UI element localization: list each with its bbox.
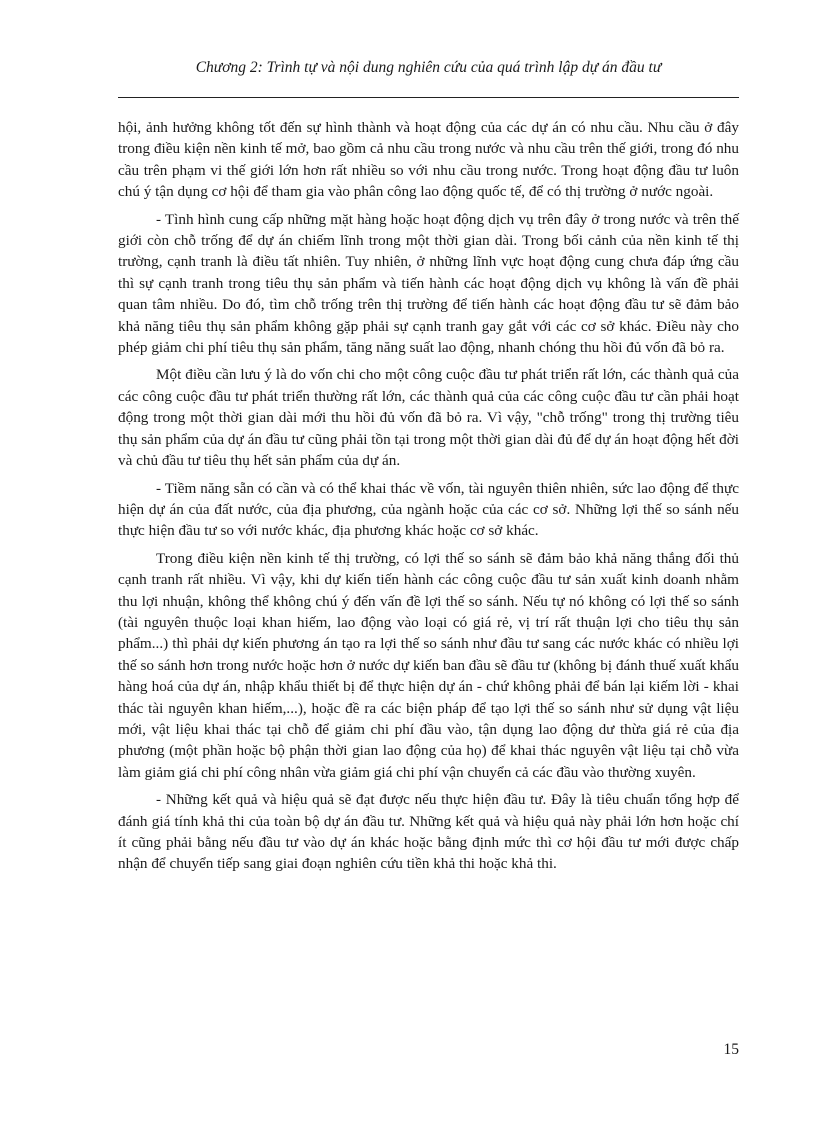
paragraph: - Tình hình cung cấp những mặt hàng hoặc hoạt động dịch vụ trên đây ở trong nước và trên thế giới còn chỗ trống để dự án chiếm lĩnh trong một thời gian dài. Trong bối cảnh của nền kinh tế thị trường, cạnh tranh là điều tất nhiên. Tuy nhiên, ở những lĩnh vực hoạt động cung chưa đáp ứng cầu thì sự cạnh tranh trong tiêu thụ sản phẩm và tiến hành các hoạt động dịch vụ không là vấn đề phải quan tâm nhiều. Do đó, tìm chỗ trống trên thị trường để tiến hành các hoạt động đầu tư sẽ đảm bảo khả năng tiêu thụ sản phẩm không gặp phải sự cạnh tranh gay gắt với các cơ sở khác. Điều này cho phép giảm chi phí tiêu thụ sản phẩm, tăng năng suất lao động, nhanh chóng thu hồi đủ vốn đã bỏ ra. — [118, 210, 739, 357]
paragraph: - Những kết quả và hiệu quả sẽ đạt được nếu thực hiện đầu tư. Đây là tiêu chuẩn tổng hợp để đánh giá tính khả thi của toàn bộ dự án đầu tư. Những kết quả và hiệu quả này phải lớn hơn hoặc chí ít cũng phải bằng nếu đầu tư vào dự án khác hoặc bằng định mức thì cơ hội đầu tư mới được chấp nhận để chuyển tiếp sang giai đoạn nghiên cứu tiền khả thi hoặc khả thi. — [118, 791, 739, 873]
page-number: 15 — [723, 1041, 739, 1058]
page-body — [118, 117, 739, 881]
paragraph: hội, ảnh hưởng không tốt đến sự hình thành và hoạt động của các dự án có nhu cầu. Nhu cầu ở đây trong điều kiện nền kinh tế mở, bao gồm cả nhu cầu trong nước và nhu cầu trên thế giới, trong đó nhu cầu trên phạm vi thế giới lớn hơn rất nhiều so với nhu cầu trong nước. Trong hoạt động đầu tư luôn chú ý tận dụng cơ hội để tham gia vào phân công lao động quốc tế, để có thị trường ở nước ngoài. — [118, 119, 739, 201]
header-divider — [118, 97, 739, 98]
running-header: Chương 2: Trình tự và nội dung nghiên cứu của quá trình lập dự án đầu tư — [195, 59, 662, 76]
paragraph: - Tiềm năng sẵn có cần và có thể khai thác về vốn, tài nguyên thiên nhiên, sức lao động để thực hiện dự án của đất nước, của địa phương, của ngành hoặc của các cơ sở. Những lợi thế so sánh nếu thực hiện đầu tư so với nước khác, địa phương khác hoặc cơ sở khác. — [118, 479, 739, 540]
paragraph: Trong điều kiện nền kinh tế thị trường, có lợi thế so sánh sẽ đảm bảo khả năng thắng đối thủ cạnh tranh rất nhiều. Vì vậy, khi dự kiến tiến hành các công cuộc đầu tư sản xuất kinh doanh nhằm thu lợi nhuận, không thể không chú ý đến vấn đề lợi thế so sánh. Nếu tự nó không có lợi thế so sánh (tài nguyên thuộc loại khan hiếm, lao động vào loại có giá rẻ, vị trí rất thuận lợi cho tiêu thụ sản phẩm...) thì phải dự kiến phương án tạo ra lợi thế so sánh như đầu tư sang các nước khác có nhiều lợi thế so sánh hơn trong nước hoặc hơn ở nước dự kiến ban đầu sẽ đầu tư (không bị đánh thuế xuất khẩu hàng hoá của dự án, nhập khẩu thiết bị để thực hiện dự án - chứ không phải để bán lại kiếm lời - khai thác tài nguyên khan hiếm,...), hoặc đề ra các biện pháp để tạo lợi thế so sánh như sử dụng vật liệu mới, vật liệu khai thác tại chỗ để giảm chi phí đầu vào, tận dụng lao động dư thừa giá rẻ của địa phương (một phần hoặc bộ phận thời gian lao động của họ) để khai thác nguyên vật liệu tại chỗ vừa làm giảm giá chi phí công nhân vừa giảm giá chi phí vận chuyển cả các đầu vào thường xuyên. — [118, 549, 739, 781]
paragraph: Một điều cần lưu ý là do vốn chi cho một công cuộc đầu tư phát triển rất lớn, các thành quả của các công cuộc đầu tư phát triển thường rất lớn, các thành quả của các công cuộc đầu tư cần phải hoạt động trong một thời gian dài mới thu hồi đủ vốn đã bỏ ra. Vì vậy, "chỗ trống" trong thị trường tiêu thụ sản phẩm của dự án đầu tư cũng phải tồn tại trong một thời gian dài đủ để dự án hoạt động hết đời và chủ đầu tư tiêu thụ hết sản phẩm của dự án. — [118, 366, 739, 470]
